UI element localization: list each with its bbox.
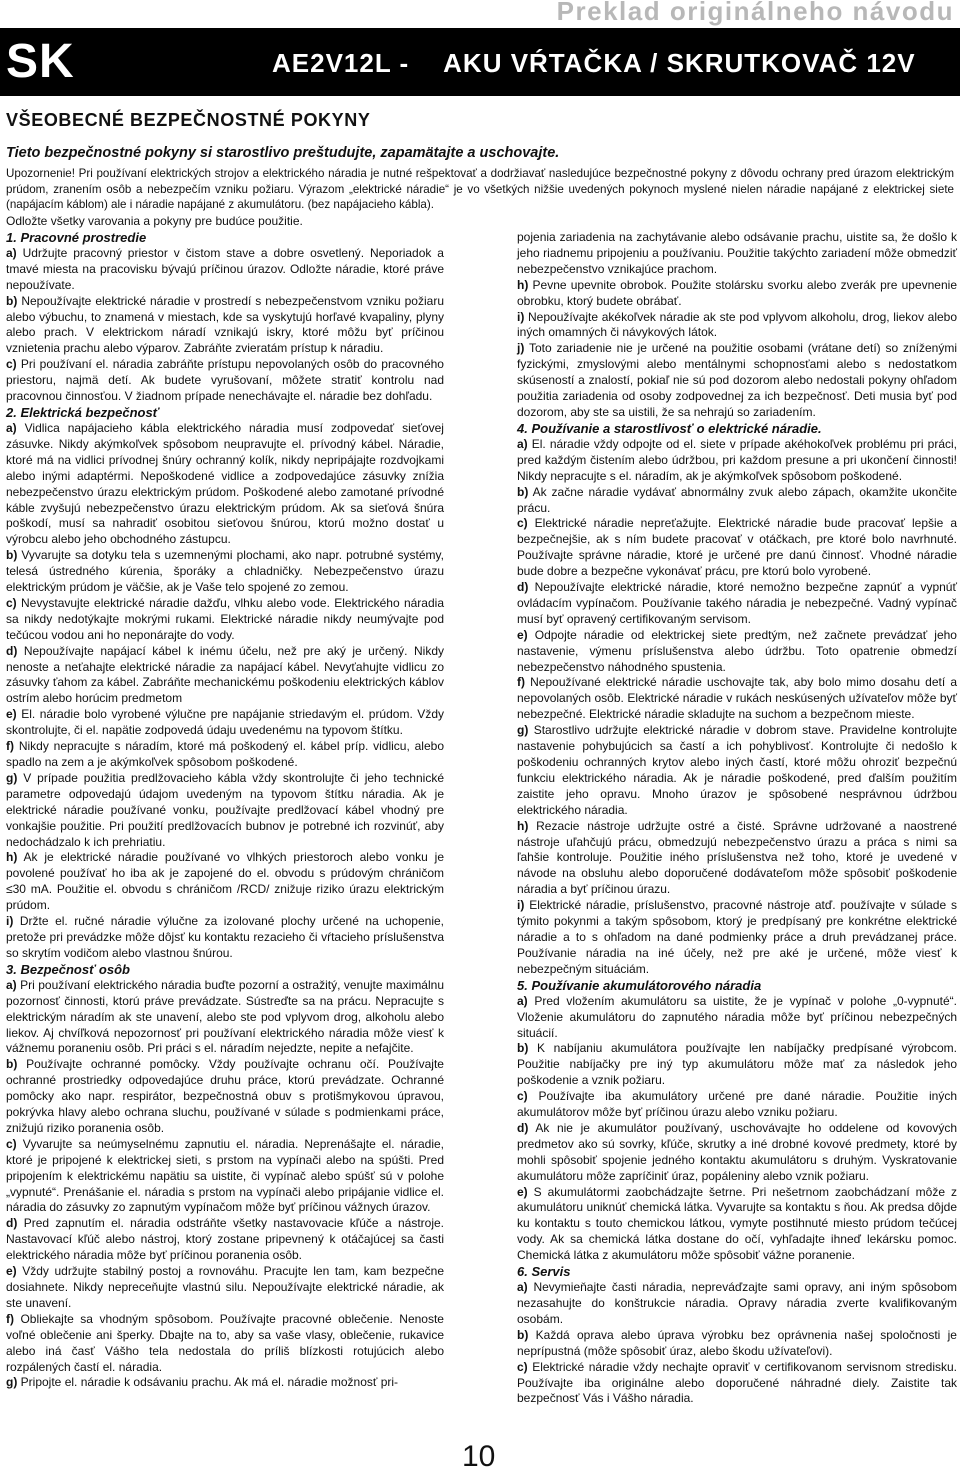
item-text: Pred vložením akumulátoru sa uistite, že je vypínač v polohe „0-vypnuté“. Vloženie akumulátoru do zapnutého náradia môže byť príčinou nebezpečných situácií. (517, 993, 957, 1040)
item-text: Nepoužívajte napájací kábel k inému účelu, než pre aký je určený. Nikdy nenoste a neťahajte elektrické náradie za napájací kábel. Nevyťahujte vidlicu zo zásuvky ťahom za kábel. Zabráňte mechanickému poškodeniu elektrických káblov ostrím alebo horúcim predmetom (6, 643, 444, 706)
item-letter: h) (517, 818, 529, 833)
item-text: Vyvarujte sa dotyku tela s uzemnenými plochami, ako napr. potrubné systémy, telesá ústredného kúrenia, šporáky a chladničky. Nebezpečenstvo úrazu elektrickým prúdom je väčšie, ak je Vaše telo spojené zo zemou. (6, 548, 444, 595)
item-3g (6, 1375, 444, 1391)
item-letter: a) (6, 245, 17, 260)
product-name: AKU VŔTAČKA / SKRUTKOVAČ 12V (443, 48, 916, 78)
item-text: K nabíjaniu akumulátora používajte len nabíjačky predpísané výrobcom. Použitie nabíjačky pre iný typ akumulátoru môže mať za následok jeho poškodenie a vznik požiaru. (517, 1041, 957, 1088)
intro-paragraph (6, 166, 954, 213)
item-text: Elektrické náradie, príslušenstvo, pracovné nástroje atď. používajte v súlade s týmito pokynmi a takým spôsobom, ktorý je predpísaný pre konkrétne elektrické náradie a to s ohľadom na dané podmienky práce a druh prevádzanej práce. Používanie náradia na iné účely, než pre aké je určené, môže viesť k nebezpečným situáciám. (517, 898, 957, 976)
item-3c (6, 1137, 444, 1217)
item-letter: d) (517, 1120, 529, 1135)
item-2a (6, 421, 444, 548)
heading-work-area: 1. Pracovné prostredie (6, 229, 147, 245)
item-text: Nepoužívajte akékoľvek náradie ak ste pod vplyvom alkoholu, drog, liekov alebo iných omamných či návykových látok. (517, 309, 958, 340)
item-text: Každá oprava alebo úprava výrobku bez oprávnenia našej spoločnosti je neprípustná (môže spôsobiť úraz, alebo škodu užívateľovi). (517, 1327, 957, 1358)
item-1c (6, 357, 444, 405)
intro-instruction: Tieto bezpečnostné pokyny si starostlivo preštudujte, zapamätajte a uschovajte. (6, 145, 560, 161)
item-5e (517, 1185, 957, 1265)
model-number: AE2V12L - (272, 48, 410, 78)
item-letter: b) (6, 293, 18, 308)
item-4d (517, 580, 957, 628)
item-letter: d) (6, 1216, 18, 1231)
item-text: Elektrické náradie nepreťažujte. Elektrické náradie bude pracovať lepšie a bezpečnejšie, ak s ním budete pracovať v otáčkach, pre ktoré bolo navrhnuté. Používajte správne náradie, ktoré je určené pre danú činnosť. Vhodné náradie bude dobre a bezpečne vykonávať prácu, pre ktorú bolo vyrobené. (517, 516, 957, 579)
item-text: Pri používaní el. náradia zabráňte prístupu nepovolaných osôb do pracovného priestoru, najmä detí. Ak budete vyrušovaní, môžete stratiť kontrolu nad pracovnou činnosťou. V žiadnom prípade nenechávajte el. náradie bez dohľadu. (6, 357, 444, 404)
item-letter: d) (517, 580, 529, 595)
heading-personal-safety: 3. Bezpečnosť osôb (6, 961, 130, 977)
item-2g (6, 771, 444, 851)
item-5c (517, 1089, 957, 1121)
item-text: Nevymieňajte časti náradia, nepreváďzajte sami opravy, ani iným spôsobom nezasahujte do konštrukcie náradia. Opravy náradia zverte kvalifikovaným osobám. (517, 1280, 957, 1326)
language-code: SK (6, 35, 75, 88)
item-text: Pri používaní elektrického náradia buďte pozorní a ostražitý, venujte maximálnu pozornosť činnosti, ktorú práve prevádzate. Sústreďte sa na prácu. Nepracujte s elektrickým náradím ak ste unavení, alebo ste pod vplyvom drog, alkoholu alebo liekov. Aj chvíľková nepozornosť pri používaní elektrického náradia môže viesť k vážnemu poraneniu osôb. Pri práci s el. náradím nejedzte, nepite a nefajčite. (6, 977, 444, 1056)
item-letter: c) (517, 1359, 528, 1374)
item-letter: g) (6, 1375, 18, 1390)
item-text: Starostlivo udržujte elektrické náradie v dobrom stave. Pravidelne kontrolujte nastavenie pohybujúcich sa častí a ich pohyblivosť. Kontrolujte či nedošlo k poškodeniu ochranných krytov alebo iných častí, ktoré môžu ohroziť bezpečnú funkciu elektrického náradia. Ak je náradie poškodené, pred ďalším použitím zaistite jeho opravu. Mnoho úrazov je spôsobené nesprávnou údržbou elektrického náradia. (517, 723, 957, 817)
item-1a (6, 246, 444, 294)
item-3e (6, 1264, 444, 1312)
item-text: S akumulátormi zaobchádzajte šetrne. Pri nešetrnom zaobchádzaní môže z akumulátoru uniknúť chemická látka. Vyvarujte sa kontaktu s ňou. Ak predsa dôjde ku kontaktu s touto chemickou látkou, vymyte postihnuté miesto prúdom tečúcej vody. Ak sa chemická látka dostane do očí, vyhľadajte ihneď lekársku pomoc. Chemická látka z akumulátoru môže spôsobiť vážne poranenie. (517, 1184, 957, 1263)
warning-text: Upozornenie! Pri používaní elektrických strojov a elektrického náradia je nutné rešpektovať a dodržiavať nasledujúce bezpečnostné pokyny z dôvodu ochrany pred úrazom elektrickým prúdom, zranením osôb a nebezpečím vzniku požiaru. Výrazom „elektrické náradie“ je vo všetkých nižšie uvedených pokynoch myslené nielen náradie napájané z elektrickej siete (napájacím káblom) ale i náradie napájané z akumulátoru. (bez napájacieho kábla). (6, 167, 954, 212)
item-6a (517, 1280, 957, 1328)
item-text: Ak je elektrické náradie používané vo vlhkých priestoroch alebo vonku je povolené používať ho iba ak je zapojené do el. obvodu s prúdovým chráničom ≤30 mA. Použitie el. obvodu s chráničom /RCD/ znižuje riziko úrazu elektrickým prúdom. (6, 850, 445, 913)
keep-instructions-note: Odložte všetky varovania a pokyny pre budúce použitie. (6, 214, 303, 228)
item-letter: f) (6, 1311, 14, 1326)
item-4f (517, 675, 957, 723)
item-4e (517, 628, 957, 676)
item-letter: i) (517, 309, 525, 324)
item-letter: j) (517, 341, 525, 356)
page-number: 10 (462, 1440, 496, 1473)
item-text: Ak začne náradie vydávať abnormálny zvuk alebo zápach, okamžite ukončite prácu. (517, 484, 957, 515)
item-2d (6, 644, 444, 708)
item-letter: g) (6, 770, 18, 785)
item-letter: a) (6, 977, 17, 992)
item-4a (517, 437, 957, 485)
product-title (272, 48, 916, 79)
item-letter: b) (6, 1057, 18, 1072)
item-text: V prípade použitia predlžovacieho kábla vždy skontrolujte či jeho technické parametre odpovedajú údajom uvedeným na typovom štítku náradia. Ak je elektrické náradie používané vonku, používajte predlžovací kábel vhodný pre vonkajšie použitie. Pri použití predlžovacích bubnov je potrebné ich rozvinúť, aby nedochádzalo k ich prehriatiu. (6, 770, 444, 849)
section-heading: VŠEOBECNÉ BEZPEČNOSTNÉ POKYNY (6, 110, 371, 130)
item-text: Nepoužívajte elektrické náradie, ktoré nemožno bezpečne zapnúť a vypnúť ovládacím vypínačom. Používanie takého náradia je nebezpečné. Vadný vypínač musí byť opravený certifikovaným servisom. (517, 580, 957, 626)
item-3a (6, 978, 444, 1058)
item-letter: a) (517, 993, 528, 1008)
item-text: Používajte iba akumulátory určené pre dané náradie. Použitie iných akumulátorov môže byť príčinou úrazu alebo vzniku požiaru. (517, 1089, 957, 1120)
item-text: El. náradie bolo vyrobené výlučne pre napájanie striedavým el. prúdom. Vždy skontrolujte, či el. napätie zodpovedá údaju uvedenému na typovom štítku. (6, 707, 444, 738)
item-2i (6, 914, 444, 962)
item-text: Používajte ochranné pomôcky. Vždy používajte ochranu očí. Používajte ochranné prostriedky odpovedajúce druhu práce, ktorú prevádzate. Ochranné pomôcky ako napr. respirátor, bezpečnostná obuv s protišmykovou úpravou, pokrývka hlavy alebo ochrana sluchu, používané v súlade s podmienkami práce, znižujú riziko poranenia osôb. (6, 1057, 444, 1135)
item-text: Držte el. ručné náradie výlučne za izolované plochy určené na uchopenie, pretože pri prevádzke môže dôjsť ku kontaktu rezacieho či vŕtacieho príslušenstva so skrytím vodičom alebo vlastnou šnúrou. (6, 914, 444, 960)
item-letter: c) (6, 595, 17, 610)
item-letter: d) (6, 643, 18, 658)
item-5b (517, 1041, 957, 1089)
heading-battery-tool-use: 5. Používanie akumulátorového náradia (517, 977, 762, 993)
item-2c (6, 596, 444, 644)
item-text: Nevystavujte elektrické náradie dažďu, vlhku alebo vode. Elektrického náradia sa nikdy nedotýkajte mokrými rukami. Elektrické náradie nikdy neumývajte pod tečúcou vodou ani ho neponárajte do vody. (6, 595, 444, 642)
item-1b (6, 294, 444, 358)
item-text: Rezacie nástroje udržujte ostré a čisté. Správne udržované a naostrené nástroje uľahčujú prácu, obmedzujú nebezpečenstvo úrazu a práca s nimi sa ľahšie kontroluje. Použitie iného príslušenstva než toho, ktoré je uvedené v návode na obsluhu alebo doporučené dodávateľom môže spôsobiť poškodenie náradia a byť príčinou úrazu. (517, 818, 957, 897)
left-column (6, 214, 445, 1391)
item-4g (517, 723, 957, 818)
item-4c (517, 516, 957, 580)
item-text: Nepoužívané elektrické náradie uschovajte tak, aby bolo mimo dosahu detí a nepovolaných osôb. Elektrické náradie v rukách neskúsených užívateľov môže byť nebezpečné. Elektrické náradie skladujte na suchom a bezpečnom mieste. (517, 675, 957, 722)
item-text: Vždy udržujte stabilný postoj a rovnováhu. Pracujte len tam, kam bezpečne dosiahnete. Nikdy nepreceňujte vlastnú silu. Nepoužívajte elektrické náradie, ak ste unavení. (6, 1264, 444, 1310)
heading-tool-use-care: 4. Používanie a starostlivosť o elektrické náradie. (517, 420, 822, 436)
item-text: Pevne upevnite obrobok. Použite stolársku svorku alebo zverák pre upevnenie obrobku, ktorý budete obrábať. (517, 277, 957, 308)
item-3b (6, 1057, 444, 1137)
item-letter: e) (517, 1184, 528, 1199)
item-text: Nikdy nepracujte s náradím, ktoré má poškodený el. kábel príp. vidlicu, alebo spadlo na zem a je akýmkoľvek spôsobom poškodené. (6, 739, 444, 769)
item-text: Pripojte el. náradie k odsávaniu prachu. Ak má el. náradie možnosť pri- (20, 1375, 399, 1390)
item-3i (517, 310, 957, 342)
item-2f (6, 739, 444, 771)
item-letter: c) (6, 1136, 17, 1151)
item-text: Vidlica napájacieho kábla elektrického náradia musí zodpovedať sieťovej zásuvke. Nikdy akýmkoľvek spôsobom neupravujte el. prívodný kábel. Náradie, ktoré má na vidlici prívodnej šnúry ochranný kolík, nikdy nepripájajte rozdvojkami alebo inými adaptérmi. Nepoškodené vidlice a zodpovedajúce zásuvky znížia nebezpečenstvo úrazu elektrickým prúdom. Poškodené alebo zamotané prívodné káble zvyšujú nebezpečenstvo úrazu elektrickým prúdom. Ak sa sieťová šnúra poškodí, musí sa nahradiť osobitou sieťovou šnúrou, ktorú možno dostať u výrobcu alebo jeho obchodného zástupcu. (6, 420, 444, 547)
item-5d (517, 1121, 957, 1185)
item-2b (6, 548, 444, 596)
item-6c (517, 1360, 957, 1408)
item-3f (6, 1312, 444, 1376)
item-letter: e) (6, 1264, 17, 1279)
item-4h (517, 819, 957, 899)
item-letter: f) (517, 675, 525, 690)
item-letter: e) (517, 627, 528, 642)
item-3g-continued: pojenia zariadenia na zachytávanie alebo odsávanie prachu, uistite sa, že došlo k jeho riadnemu pripojeniu a používaniu. Použitie takýchto zariadení môže obmedziť nebezpečenstvo vznikajúce prachom. (517, 230, 957, 276)
item-text: Toto zariadenie nie je určené na použitie osobami (vrátane detí) so zníženými fyzickými, zmyslovými alebo mentálnymi schopnosťami alebo s nedostatkom skúseností a znalostí, pokiaľ nie sú pod dozorom alebo nedostali pokyny ohľadom použitia zariadenia od osoby zodpovednej za ich bezpečnosť. Deti musia byť pod dozorom, aby ste sa uistili, že sa nehrajú so zariadením. (517, 341, 958, 419)
heading-electrical-safety: 2. Elektrická bezpečnosť (6, 404, 159, 420)
item-text: Vyvarujte sa neúmyselnému zapnutiu el. náradia. Neprenášajte el. náradie, ktoré je pripojené k elektrickej sieti, s prstom na vypínači alebo na spúšti. Pred pripojením k elektrickému napätiu sa uistite, či vypínač alebo spúšť sú v polohe „vypnuté“. Prenášanie el. náradia s prstom na vypínači alebo pripájanie vidlice el. náradia do zásuvky zo zapnutým vypínačom môže byť príčinou vážnych úrazov. (6, 1136, 445, 1215)
item-letter: g) (517, 723, 529, 738)
item-letter: f) (6, 739, 14, 754)
item-letter: c) (517, 1089, 528, 1104)
item-text: Ak nie je akumulátor používaný, uschovávajte ho oddelene od kovových predmetov ako sú sovrky, kľúče, skrutky a iné drobné kovové predmety, ktoré by mohli spôsobiť spojenie jedného kontaktu akumulátoru s druhým. Vyskratovanie akumulátoru môže zapríčiniť úraz, popáleniny alebo vznik požiaru. (517, 1120, 958, 1183)
item-letter: c) (517, 516, 528, 531)
item-text: Pred zapnutím el. náradia odstráňte všetky nastavovacie kľúče a nástroje. Nastavovací kľúč alebo nástroj, ktorý zostane pripevnený k otáčajúcej sa časti elektrického náradia môže byť príčinou poranenia osôb. (6, 1216, 445, 1263)
item-3d (6, 1216, 444, 1264)
item-letter: h) (6, 850, 18, 865)
item-text: Elektrické náradie vždy nechajte opraviť v certifikovanom servisnom stredisku. Používajte iba originálne alebo doporučené náhradné diely. Zaistite tak bezpečnosť Vás i Vášho náradia. (517, 1359, 957, 1406)
item-2h (6, 850, 444, 914)
item-text: Udržujte pracovný priestor v čistom stave a dobre osvetlený. Neporiadok a tmavé miesta na pracovisku bývajú príčinou úrazov. Odložte náradie, ktoré práve nepoužívate. (6, 245, 444, 292)
item-text: Odpojte náradie od elektrickej siete predtým, než začnete prevádzať jeho nastavenie, výmenu príslušenstva alebo údržbu. Toto opatrenie obmedzí nebezpečenstvo náhodného spustenia. (517, 627, 957, 674)
item-letter: e) (6, 707, 17, 722)
item-4b (517, 485, 957, 517)
item-letter: b) (517, 1327, 529, 1342)
item-letter: a) (517, 1280, 528, 1295)
item-letter: c) (6, 357, 17, 372)
item-6b (517, 1328, 957, 1360)
heading-service: 6. Servis (517, 1264, 571, 1280)
item-text: Obliekajte sa vhodným spôsobom. Používajte pracovné oblečenie. Nenoste voľné oblečenie ani šperky. Dbajte na to, aby sa vaše vlasy, oblečenie, rukavice alebo iná časť Vášho tela nedostala do príliš blízkosti rotujúcich alebo rozpálených častí el. náradia. (6, 1311, 444, 1374)
item-3h (517, 278, 957, 310)
item-5a (517, 994, 957, 1042)
item-text: Nepoužívajte elektrické náradie v prostredí s nebezpečenstvom vzniku požiaru alebo výbuchu, to znamená v miestach, kde sa vyskytujú horľavé kvapaliny, plyny alebo prach. V elektrickom náradí vznikajú iskry, ktoré môžu byť príčinou vznietenia prachu alebo výparov. Zabráňte zvieratám prístup k náradiu. (6, 293, 444, 356)
item-letter: i) (517, 898, 525, 913)
item-3j (517, 341, 957, 421)
item-letter: b) (6, 548, 18, 563)
right-column (517, 230, 957, 1407)
item-2e (6, 707, 444, 739)
item-text: El. náradie vždy odpojte od el. siete v prípade akéhokoľvek problému pri práci, pred každým čistením alebo údržbou, pri každom presune a pri ukončení činnosti! Nikdy nepracujte s el. náradím, ak je akýmkoľvek spôsobom poškodené. (517, 436, 957, 483)
item-letter: h) (517, 277, 529, 292)
item-letter: b) (517, 484, 529, 499)
item-letter: a) (6, 420, 17, 435)
item-letter: b) (517, 1041, 529, 1056)
document-type-title: Preklad originálneho návodu (556, 0, 954, 26)
item-letter: i) (6, 914, 14, 929)
item-letter: a) (517, 436, 528, 451)
item-4i (517, 898, 957, 978)
